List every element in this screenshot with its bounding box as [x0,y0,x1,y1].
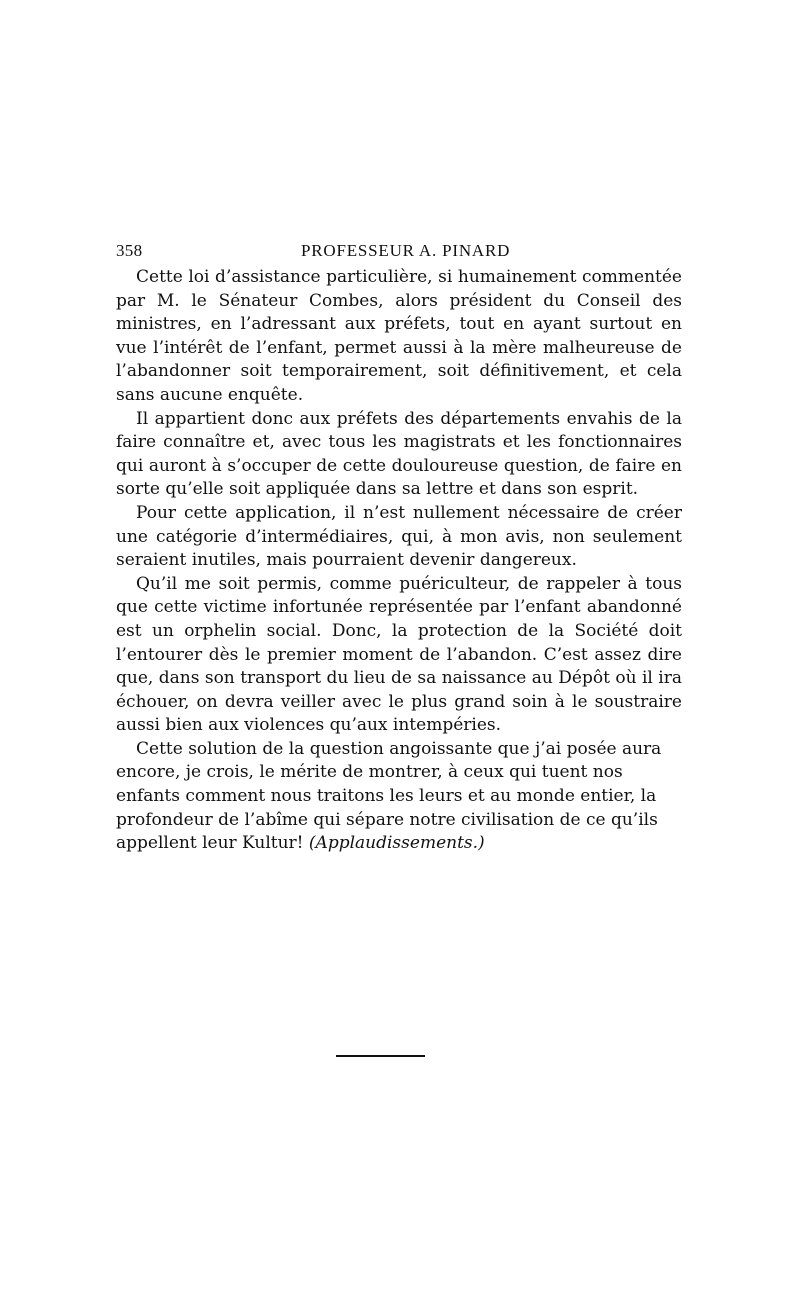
paragraph-2: Il appartient donc aux préfets des départements envahis de la faire connaître et, avec tous les magistrats et les fonctionnaires qui auront à s’occuper de cette douloureuse question, de faire en sorte qu’elle soit appliquée dans sa lettre et dans son esprit. [116,408,682,500]
paragraph-3: Pour cette application, il n’est nullement nécessaire de créer une catégorie d’intermédiaires, qui, à mon avis, non seulement seraient inutiles, mais pourraient devenir dangereux. [116,502,682,571]
paragraph-1: Cette loi d’assistance particulière, si humainement commentée par M. le Sénateur Combes, alors président du Conseil des ministres, en l’adressant aux préfets, tout en ayant surtout en vue l’intérêt de l’enfant, permet aussi à la mère malheureuse de l’abandonner soit temporairement, soit définitivement, et cela sans aucune enquête. [116,267,682,405]
body-text [116,266,682,856]
paragraph-5 [116,738,682,856]
paragraph-4: Qu’il me soit permis, comme puériculteur, de rappeler à tous que cette victime infortunée représentée par l’enfant abandonné est un orphelin social. Donc, la protection de la Société doit l’entourer dès le premier moment de l’abandon. C’est assez dire que, dans son transport du lieu de sa naissance au Dépôt où il ira échouer, on devra veiller avec le plus grand soin à le soustraire aussi bien aux violences qu’aux intempéries. [116,573,682,736]
running-head: PROFESSEUR A. PINARD [301,241,511,260]
paragraph-5-text: Cette solution de la question angoissante que j’ai posée aura encore, je crois, le mérite de montrer, à ceux qui tuent nos enfants comment nous traitons les leurs et au monde entier, la profondeur de l’abîme qui sépare notre civilisation de ce qu’ils appellent leur Kultur! [116,738,662,854]
applause-note: (Applaudissements.) [308,833,485,854]
page-number: 358 [116,241,143,260]
end-rule [336,1055,425,1057]
page-header [116,237,682,265]
